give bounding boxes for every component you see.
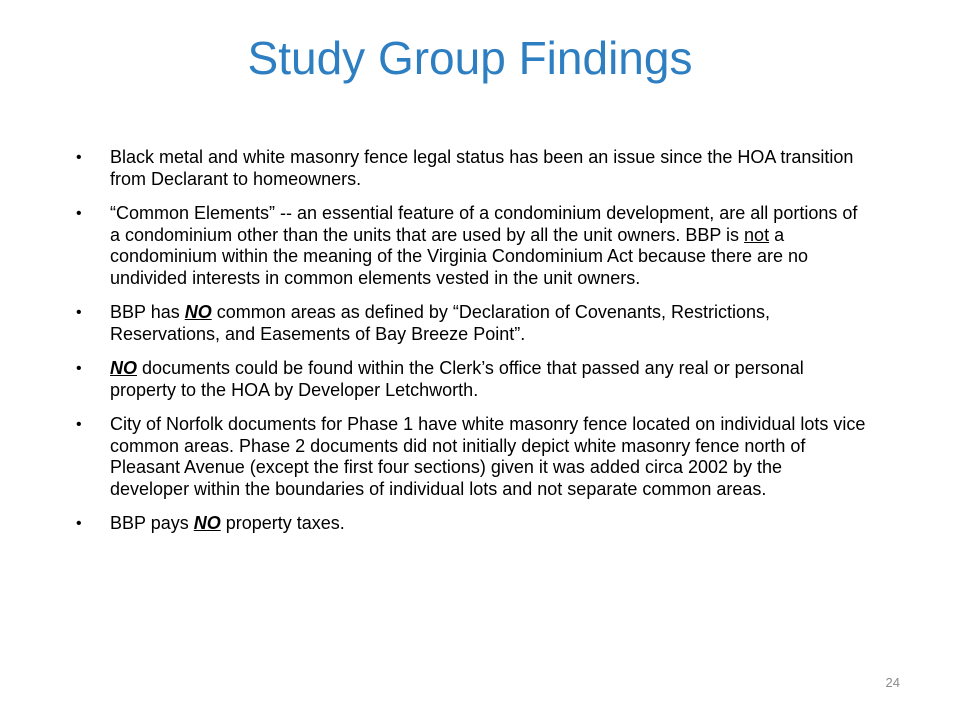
- bullet-marker: •: [76, 304, 82, 321]
- bullet-text: Black metal and white masonry fence legal status has been an issue since the HOA transition from Declarant to homeowners.: [110, 147, 854, 189]
- bullet-text-after: property taxes.: [220, 513, 345, 533]
- bullet-item: [76, 513, 866, 535]
- bullet-marker: •: [76, 205, 82, 222]
- page-number: 24: [885, 675, 900, 690]
- bullet-text-after: documents could be found within the Clerk’s office that passed any real or personal property to the HOA by Developer Letchworth.: [110, 358, 804, 400]
- emphasis-word: NO: [193, 513, 221, 533]
- emphasis-word: NO: [184, 302, 212, 322]
- underlined-word: not: [744, 224, 770, 245]
- bullet-text: City of Norfolk documents for Phase 1 have white masonry fence located on individual lots vice common areas. Phase 2 documents did not initially depict white masonry fence north of Pleasant Avenue (except the first four sections) given it was added circa 2002 by the developer within the boundaries of individual lots and not separate common areas.: [110, 414, 866, 499]
- bullet-text-before: BBP has: [110, 302, 185, 322]
- bullet-text-before: BBP pays: [110, 513, 194, 533]
- bullet-item: [76, 358, 866, 401]
- bullet-marker: •: [76, 515, 82, 532]
- bullet-text-after: a condominium within the meaning of the Virginia Condominium Act because there are no undivided interests in common elements vested in the unit owners.: [110, 224, 809, 288]
- bullet-marker: •: [76, 360, 82, 377]
- bullet-marker: •: [76, 416, 82, 433]
- bullet-item: [76, 302, 866, 345]
- bullet-item: [76, 147, 866, 190]
- bullet-text-before: “Common Elements” -- an essential feature of a condominium development, are all portions of a condominium other than the units that are used by all the unit owners. BBP is: [110, 203, 858, 245]
- bullet-text-after: common areas as defined by “Declaration of Covenants, Restrictions, Reservations, and Easements of Bay Breeze Point”.: [110, 302, 770, 344]
- slide-title: Study Group Findings: [247, 32, 693, 84]
- bullet-list: [76, 147, 866, 548]
- bullet-item: [76, 414, 866, 500]
- bullet-item: [76, 203, 866, 289]
- bullet-marker: •: [76, 149, 82, 166]
- emphasis-word: NO: [110, 358, 137, 378]
